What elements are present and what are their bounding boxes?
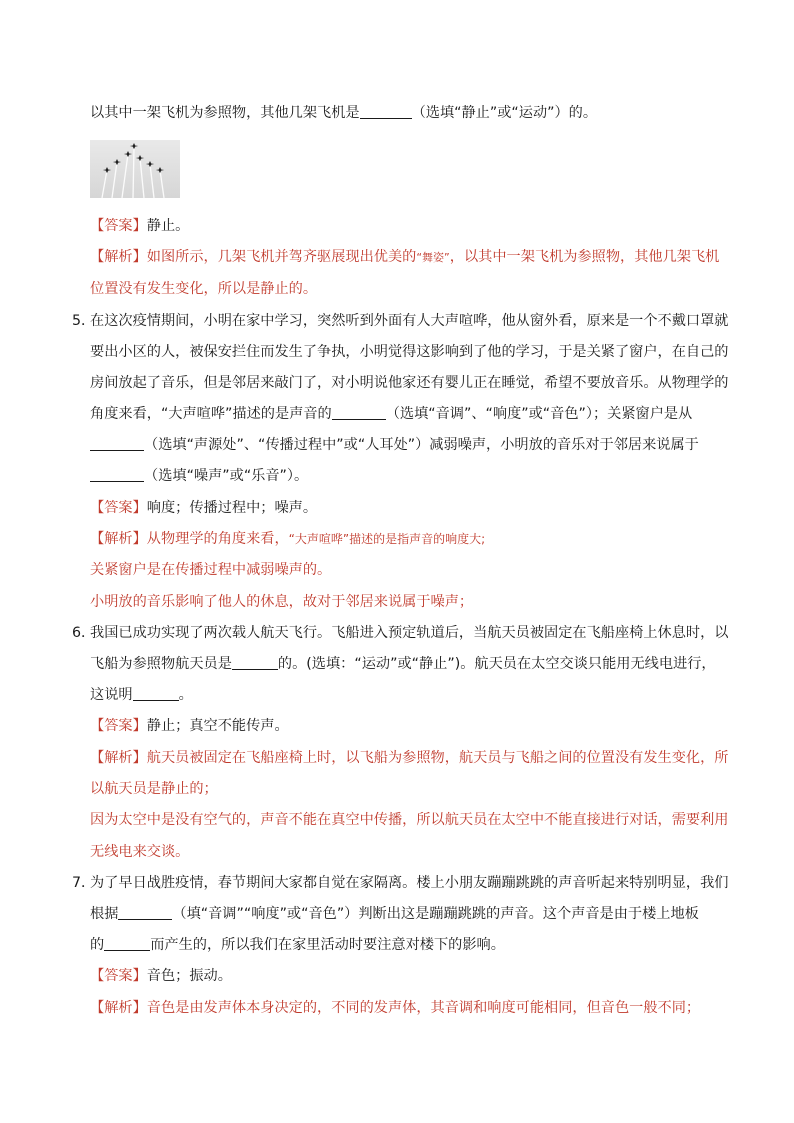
q5-line-4: 角度来看，“大声喧哗”描述的是声音的 （选填“音调”、“响度”或“音色”）；关紧窗户是从: [90, 402, 722, 426]
answer-blank: [133, 684, 179, 701]
q5-line-3: 房间放起了音乐，但是邻居来敲门了，对小明说他家还有婴儿正在睡觉，希望不要放音乐。从物理学的: [90, 375, 729, 391]
q4-analysis-1: 【解析】如图所示，几架飞机并驾齐驱展现出优美的“舞姿”，以其中一架飞机为参照物，其他几架飞机: [90, 249, 720, 265]
q7-answer: 【答案】音色；振动。: [90, 968, 232, 984]
answer-blank: [118, 903, 172, 920]
q5-line-2: 要出小区的人，被保安拦住而发生了争执，小明觉得这影响到了他的学习，于是关紧了窗户，在自己的: [90, 344, 729, 360]
q5-analysis-2: 关紧窗户是在传播过程中减弱噪声的。: [90, 562, 332, 578]
q6-line-3: 这说明 。: [90, 683, 722, 707]
q4-answer: 【答案】静止。: [90, 218, 190, 234]
q5-answer: 【答案】响度；传播过程中；噪声。: [90, 500, 318, 516]
q5-line-5: （选填“声源处”、“传播过程中”或“人耳处”）减弱噪声，小明放的音乐对于邻居来说属于: [90, 433, 722, 457]
q7-line-3: 的 而产生的，所以我们在家里活动时要注意对楼下的影响。: [90, 933, 722, 957]
q6-analysis-4: 无线电来交谈。: [90, 844, 190, 860]
q5-line-6: （选填“噪声”或“乐音”）。: [90, 464, 722, 488]
q7-analysis-1: 【解析】音色是由发声体本身决定的，不同的发声体，其音调和响度可能相同，但音色一般不同；: [90, 1000, 701, 1016]
q5-line-1: 5． 在这次疫情期间，小明在家中学习，突然听到外面有人大声喧哗，他从窗外看，原来是一个不戴口罩就: [72, 313, 729, 329]
airplanes-icon: [90, 140, 180, 198]
q6-line-1: 6． 我国已成功实现了两次载人航天飞行。飞船进入预定轨道后，当航天员被固定在飞船座椅上休息时，以: [72, 625, 729, 641]
q6-analysis-2: 以航天员是静止的；: [90, 781, 218, 797]
q7-line-2: 根据 （填“音调”“响度”或“音色”）判断出这是蹦蹦跳跳的声音。这个声音是由于楼上地板: [90, 902, 722, 926]
q6-analysis-1: 【解析】航天员被固定在飞船座椅上时，以飞船为参照物，航天员与飞船之间的位置没有发生变化，所: [90, 750, 729, 766]
q6-line-2: 飞船为参照物航天员是 的。(选填：“运动”或“静止”)。航天员在太空交谈只能用无线电进行，: [90, 652, 722, 676]
answer-blank: [232, 653, 278, 670]
answer-blank: [90, 465, 144, 482]
q6-answer: 【答案】静止；真空不能传声。: [90, 718, 289, 734]
q4-line-1: 以其中一架飞机为参照物，其他几架飞机是 （选填“静止”或“运动”）的。: [90, 101, 722, 125]
airplanes-formation-image: [90, 140, 180, 198]
answer-blank: [104, 934, 150, 951]
answer-blank: [332, 403, 386, 420]
answer-blank: [360, 102, 412, 119]
q7-line-1: 7． 为了早日战胜疫情，春节期间大家都自觉在家隔离。楼上小朋友蹦蹦跳跳的声音听起来特别明显，我们: [72, 875, 729, 891]
q5-analysis-1: 【解析】从物理学的角度来看，“大声喧哗”描述的是指声音的响度大;: [90, 531, 486, 547]
q5-analysis-3: 小明放的音乐影响了他人的休息，故对于邻居来说属于噪声；: [90, 594, 474, 610]
answer-blank: [90, 434, 144, 451]
q6-analysis-3: 因为太空中是没有空气的，声音不能在真空中传播，所以航天员在太空中不能直接进行对话，需要利用: [90, 812, 729, 828]
q4-analysis-2: 位置没有发生变化，所以是静止的。: [90, 281, 318, 297]
